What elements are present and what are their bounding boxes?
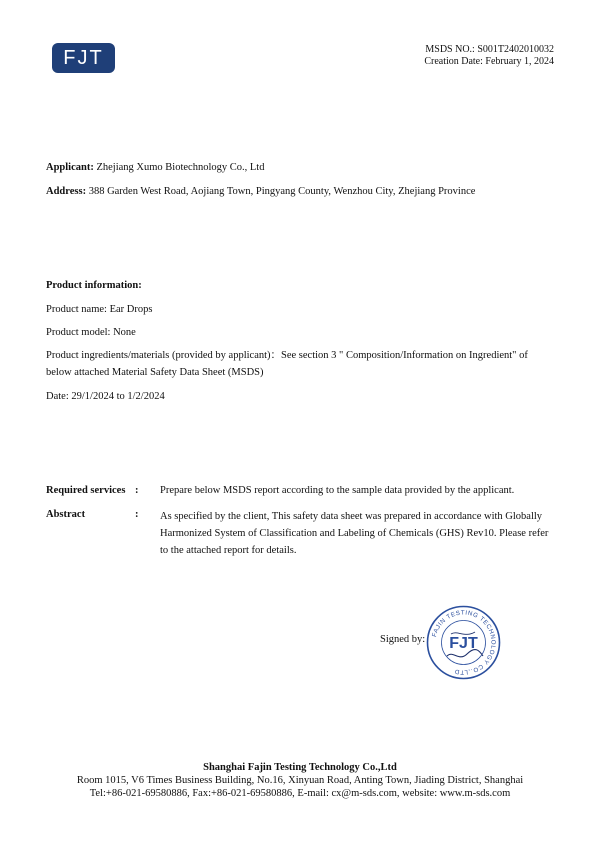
product-model: Product model: None: [46, 327, 136, 338]
required-services-label: Required services: [46, 485, 126, 496]
abstract-line2: Harmonized System of Classification and Labeling of Chemicals (GHS) Rev10. Please refer: [160, 528, 549, 539]
svg-text:FJT: FJT: [449, 635, 478, 652]
product-date: Date: 29/1/2024 to 1/2/2024: [46, 391, 165, 402]
abstract-text: [160, 508, 556, 559]
applicant-label: Applicant:: [46, 162, 94, 173]
product-ingredients-line2: below attached Material Safety Data Sheet (MSDS): [46, 367, 264, 379]
seal-graphic: [425, 604, 502, 681]
product-info-heading: Product information:: [46, 280, 142, 291]
address-line: [46, 185, 475, 199]
footer-address: Room 1015, V6 Times Business Building, No.16, Xinyuan Road, Anting Town, Jiading District, Shanghai: [76, 775, 524, 786]
required-services-text: Prepare below MSDS report according to the sample data provided by the applicant.: [160, 485, 515, 496]
abstract-line1: As specified by the client, This safety data sheet was prepared in accordance with Globally: [160, 511, 543, 522]
document-footer: [0, 761, 600, 800]
required-services-colon: :: [135, 485, 139, 496]
creation-date: Creation Date: February 1, 2024: [424, 56, 554, 67]
company-seal-stamp: [425, 604, 502, 681]
product-ingredients: [46, 349, 566, 380]
applicant-line: [46, 161, 264, 175]
msds-number: MSDS NO.: S001T2402010032: [425, 44, 554, 55]
product-ingredients-line1: Product ingredients/materials (provided by applicant)：See section 3 " Composition/Information on Ingredient" of: [46, 350, 528, 361]
company-logo: FJT: [52, 43, 115, 73]
abstract-colon: :: [135, 509, 139, 520]
svg-text:FAJIN TESTING TECHNOLOGY CO.,L: FAJIN TESTING TECHNOLOGY CO.,LTD: [431, 609, 497, 676]
address-value: 388 Garden West Road, Aojiang Town, Pingyang County, Wenzhou City, Zhejiang Province: [88, 186, 476, 197]
footer-contact: Tel:+86-021-69580886, Fax:+86-021-69580886, E-mail: cx@m-sds.com, website: www.m-sds.com: [89, 788, 511, 799]
address-label: Address:: [46, 186, 87, 197]
product-name: Product name: Ear Drops: [46, 304, 153, 315]
document-header: [424, 44, 554, 68]
signed-by-label: Signed by:: [380, 634, 426, 645]
applicant-value: Zhejiang Xumo Biotechnology Co., Ltd: [96, 162, 265, 173]
abstract-label: Abstract: [46, 509, 86, 520]
footer-company: Shanghai Fajin Testing Technology Co.,Ltd: [203, 762, 397, 773]
abstract-line3: to the attached report for details.: [160, 545, 297, 556]
